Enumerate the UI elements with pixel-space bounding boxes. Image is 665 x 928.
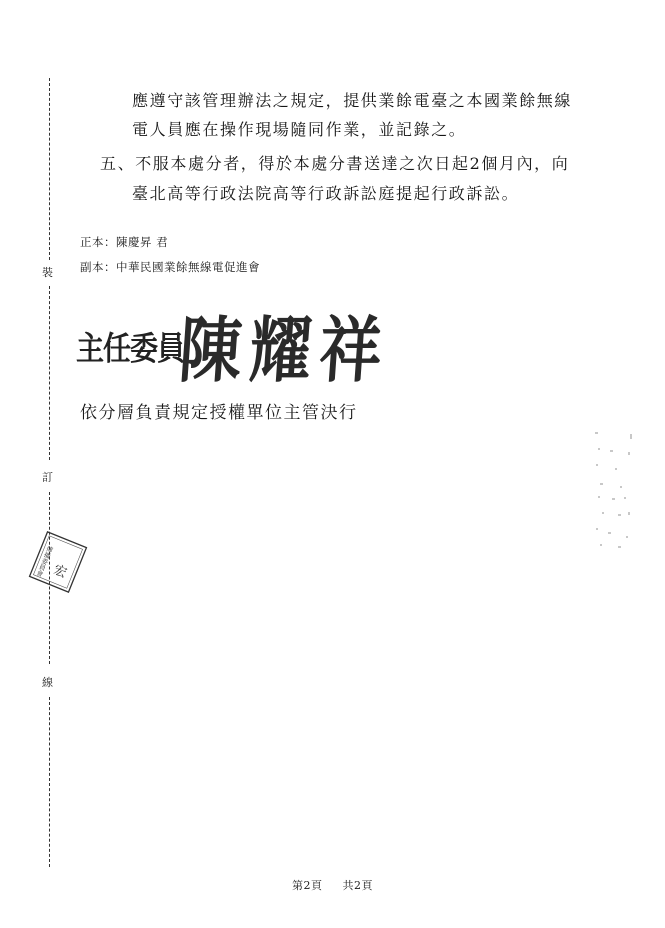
binding-char-zhuang: 裝 (42, 266, 53, 279)
body-line-4: 臺北高等行政法院高等行政訴訟庭提起行政訴訟。 (132, 184, 520, 203)
seal-stamp (27, 529, 89, 594)
binding-char-xian: 線 (42, 676, 53, 689)
distribution-copy: 副本：中華民國業餘無線電促進會 (80, 260, 260, 274)
binding-line-bottom (49, 697, 50, 867)
body-line-2: 電人員應在操作現場隨同作業，並記錄之。 (132, 120, 467, 139)
delegation-note: 依分層負責規定授權單位主管決行 (80, 403, 358, 423)
svg-text:宏: 宏 (51, 562, 69, 582)
binding-char-ding: 訂 (42, 471, 53, 484)
signature-title: 主任委員 (76, 329, 185, 368)
binding-line-top (49, 78, 50, 260)
signature-name: 陳耀祥 (176, 308, 393, 393)
svg-text:傳播委員會: 傳播委員會 (34, 544, 55, 578)
distribution-original: 正本：陳慶昇 君 (80, 235, 169, 249)
scan-specks (590, 428, 640, 553)
body-line-3: 五、不服本處分者，得於本處分書送達之次日起2個月內，向 (100, 154, 570, 173)
page-total: 共2頁 (342, 879, 373, 892)
binding-line-middle (49, 286, 50, 460)
body-line-1: 應遵守該管理辦法之規定，提供業餘電臺之本國業餘無線 (132, 91, 573, 110)
page-footer (0, 877, 665, 893)
page-number: 第2頁 (292, 879, 323, 892)
